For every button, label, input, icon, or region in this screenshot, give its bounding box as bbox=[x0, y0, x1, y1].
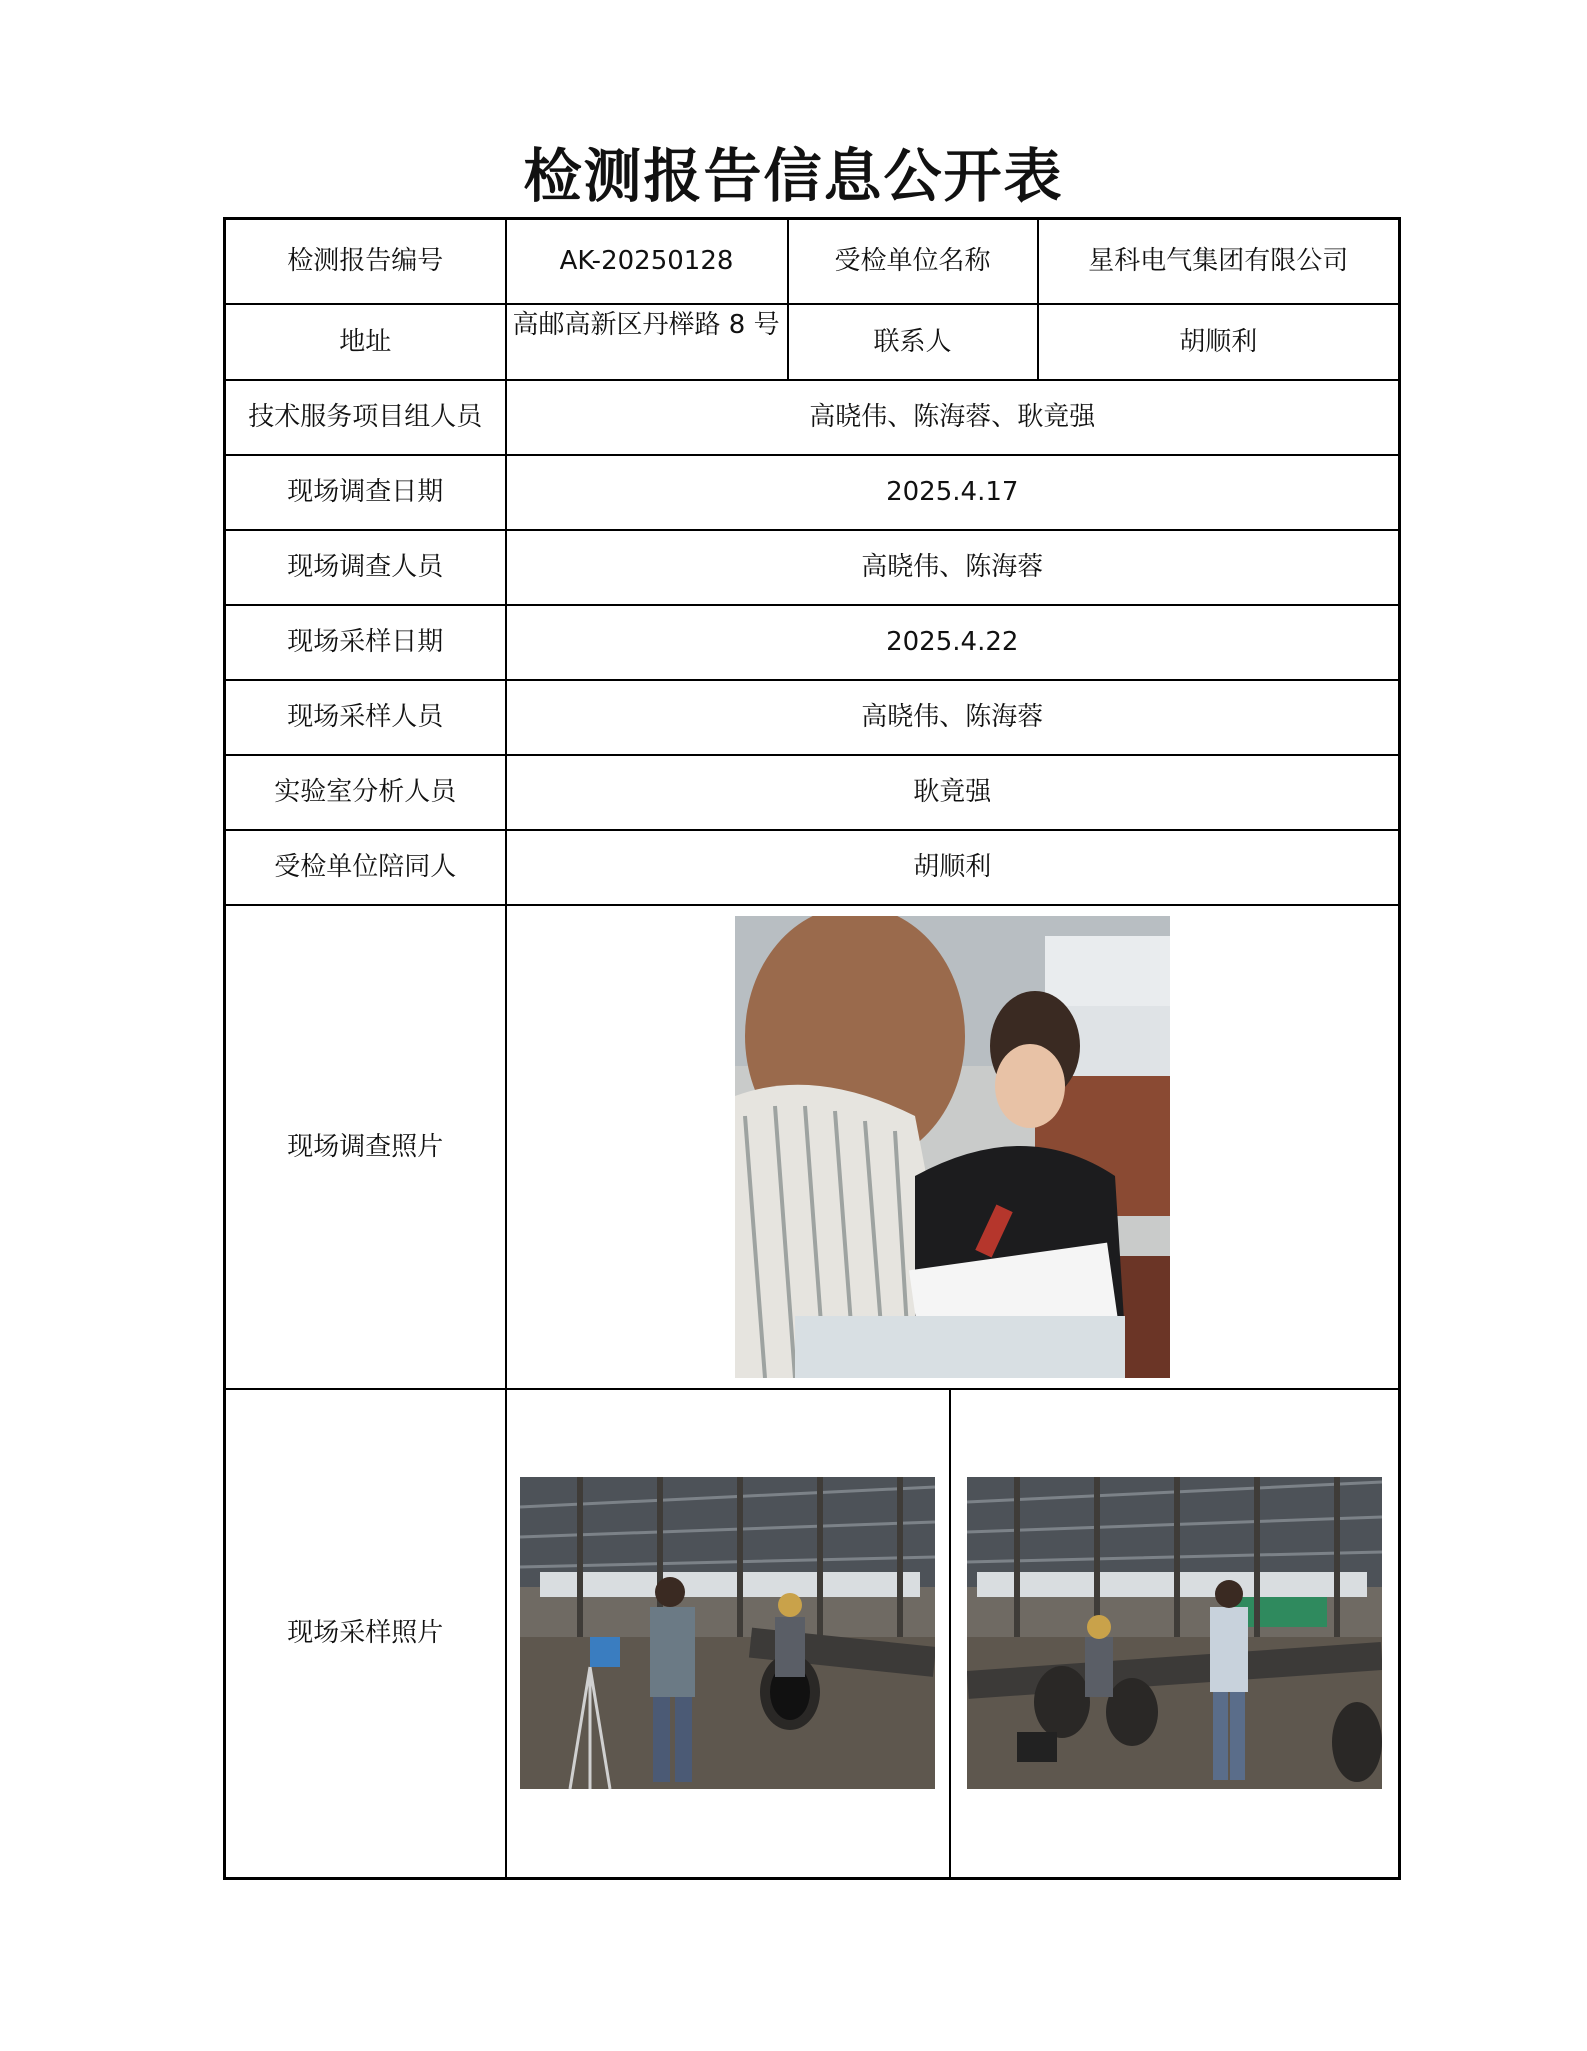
survey-photo bbox=[735, 916, 1170, 1378]
sample-photo-1 bbox=[520, 1477, 935, 1789]
page-title: 检测报告信息公开表 bbox=[523, 142, 1064, 210]
contact-label: 联系人 bbox=[788, 304, 1038, 380]
report-no-label: 检测报告编号 bbox=[225, 219, 506, 304]
report-table bbox=[223, 217, 1401, 1880]
table-row bbox=[225, 219, 1400, 304]
table-row bbox=[225, 605, 1400, 680]
report-no-value: AK-20250128 bbox=[506, 219, 788, 304]
table-row bbox=[225, 304, 1400, 380]
survey-staff-value: 高晓伟、陈海蓉 bbox=[506, 530, 1400, 605]
survey-date-value: 2025.4.17 bbox=[506, 455, 1400, 530]
sample-staff-label: 现场采样人员 bbox=[225, 680, 506, 755]
table-row bbox=[225, 830, 1400, 905]
table-row bbox=[225, 755, 1400, 830]
lab-staff-value: 耿竟强 bbox=[506, 755, 1400, 830]
survey-staff-label: 现场调查人员 bbox=[225, 530, 506, 605]
table-row bbox=[225, 530, 1400, 605]
sample-staff-value: 高晓伟、陈海蓉 bbox=[506, 680, 1400, 755]
team-label: 技术服务项目组人员 bbox=[225, 380, 506, 455]
team-value: 高晓伟、陈海蓉、耿竟强 bbox=[506, 380, 1400, 455]
table-row bbox=[225, 1389, 1400, 1879]
table-row bbox=[225, 905, 1400, 1389]
contact-value: 胡顺利 bbox=[1038, 304, 1400, 380]
survey-date-label: 现场调查日期 bbox=[225, 455, 506, 530]
sample-date-label: 现场采样日期 bbox=[225, 605, 506, 680]
table-row bbox=[225, 455, 1400, 530]
address-label: 地址 bbox=[225, 304, 506, 380]
table-row bbox=[225, 680, 1400, 755]
escort-value: 胡顺利 bbox=[506, 830, 1400, 905]
sample-photo-label: 现场采样照片 bbox=[225, 1389, 506, 1879]
lab-staff-label: 实验室分析人员 bbox=[225, 755, 506, 830]
sample-photo-cell-1 bbox=[506, 1389, 950, 1879]
sample-photo-cell-2 bbox=[950, 1389, 1400, 1879]
unit-name-value: 星科电气集团有限公司 bbox=[1038, 219, 1400, 304]
survey-photo-label: 现场调查照片 bbox=[225, 905, 506, 1389]
survey-photo-cell bbox=[506, 905, 1400, 1389]
unit-name-label: 受检单位名称 bbox=[788, 219, 1038, 304]
sample-date-value: 2025.4.22 bbox=[506, 605, 1400, 680]
sample-photo-2 bbox=[967, 1477, 1382, 1789]
table-row bbox=[225, 380, 1400, 455]
address-value: 高邮高新区丹榉路 8 号 bbox=[506, 304, 788, 380]
escort-label: 受检单位陪同人 bbox=[225, 830, 506, 905]
